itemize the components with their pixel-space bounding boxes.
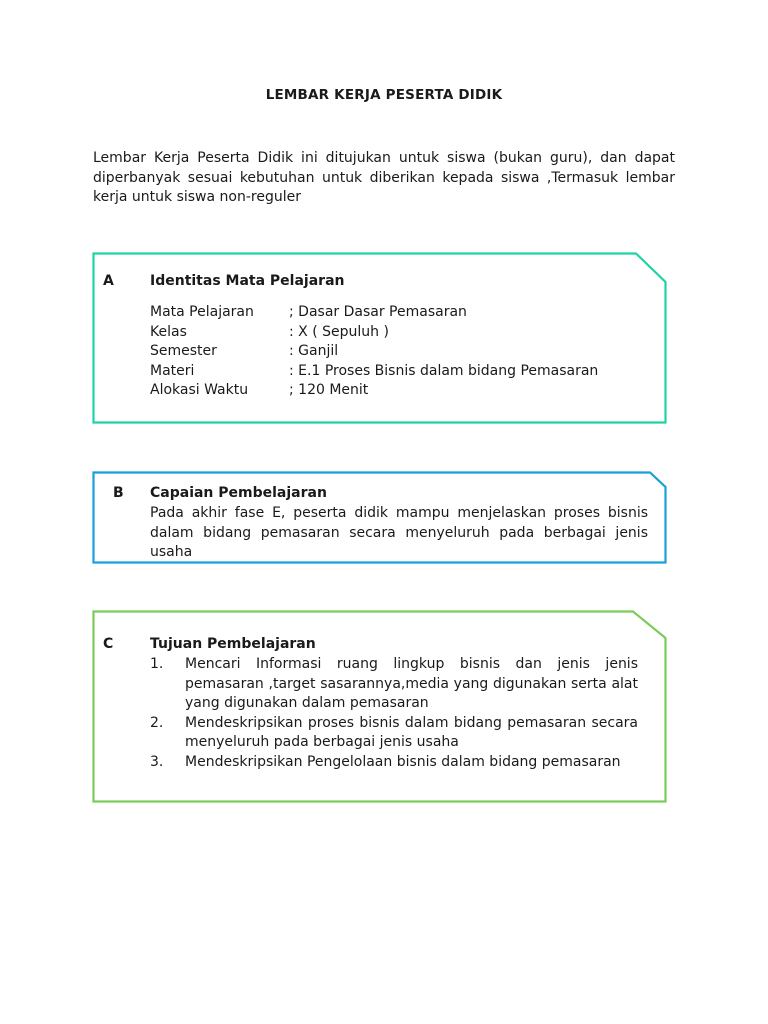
objective-text: Mendeskripsikan Pengelolaan bisnis dalam bidang pemasaran	[185, 753, 621, 770]
section-c-heading: Tujuan Pembelajaran	[150, 636, 316, 652]
info-row-subject	[150, 304, 467, 320]
section-b-heading: Capaian Pembelajaran	[150, 485, 327, 501]
objective-item	[150, 714, 638, 753]
info-row-time	[150, 382, 368, 398]
objective-text: Mendeskripsikan proses bisnis dalam bidang pemasaran secara menyeluruh pada berbagai jenis usaha	[185, 714, 638, 750]
section-c-card	[92, 610, 667, 803]
info-row-class	[150, 324, 389, 340]
objective-item	[150, 753, 638, 773]
objective-number: 1.	[150, 656, 164, 672]
objective-number: 3.	[150, 753, 164, 770]
objective-item	[150, 655, 638, 714]
section-a-heading: Identitas Mata Pelajaran	[150, 273, 345, 289]
info-value: ; 120 Menit	[289, 382, 369, 398]
info-value: : Ganjil	[289, 343, 339, 359]
objective-number: 2.	[150, 714, 164, 731]
info-label: Materi	[150, 362, 195, 379]
info-row-semester	[150, 343, 338, 359]
section-b-card	[92, 471, 667, 564]
info-label: Kelas	[150, 323, 187, 340]
section-a-card	[92, 252, 667, 424]
section-c-letter: C	[103, 636, 114, 652]
info-label: Alokasi Waktu	[150, 382, 249, 398]
info-label: Semester	[150, 343, 217, 359]
section-a-letter: A	[103, 273, 114, 289]
info-value: : E.1 Proses Bisnis dalam bidang Pemasaran	[289, 362, 599, 379]
section-b-letter: B	[113, 485, 124, 501]
info-label: Mata Pelajaran	[150, 304, 254, 320]
objective-text: Mencari Informasi ruang lingkup bisnis dan jenis jenis pemasaran ,target sasarannya,media yang digunakan serta alat yang digunakan dalam pemasaran	[185, 656, 638, 711]
info-value: : X ( Sepuluh )	[289, 323, 389, 340]
learning-outcome-text: Pada akhir fase E, peserta didik mampu menjelaskan proses bisnis dalam bidang pemasaran secara menyeluruh pada berbagai jenis usaha	[150, 505, 648, 560]
info-row-material	[150, 363, 598, 379]
intro-paragraph: Lembar Kerja Peserta Didik ini ditujukan untuk siswa (bukan guru), dan dapat diperbanyak sesuai kebutuhan untuk diberikan kepada siswa ,Termasuk lembar kerja untuk siswa non-reguler	[93, 150, 675, 205]
document-title: LEMBAR KERJA PESERTA DIDIK	[265, 87, 503, 103]
info-value: ; Dasar Dasar Pemasaran	[289, 304, 467, 320]
